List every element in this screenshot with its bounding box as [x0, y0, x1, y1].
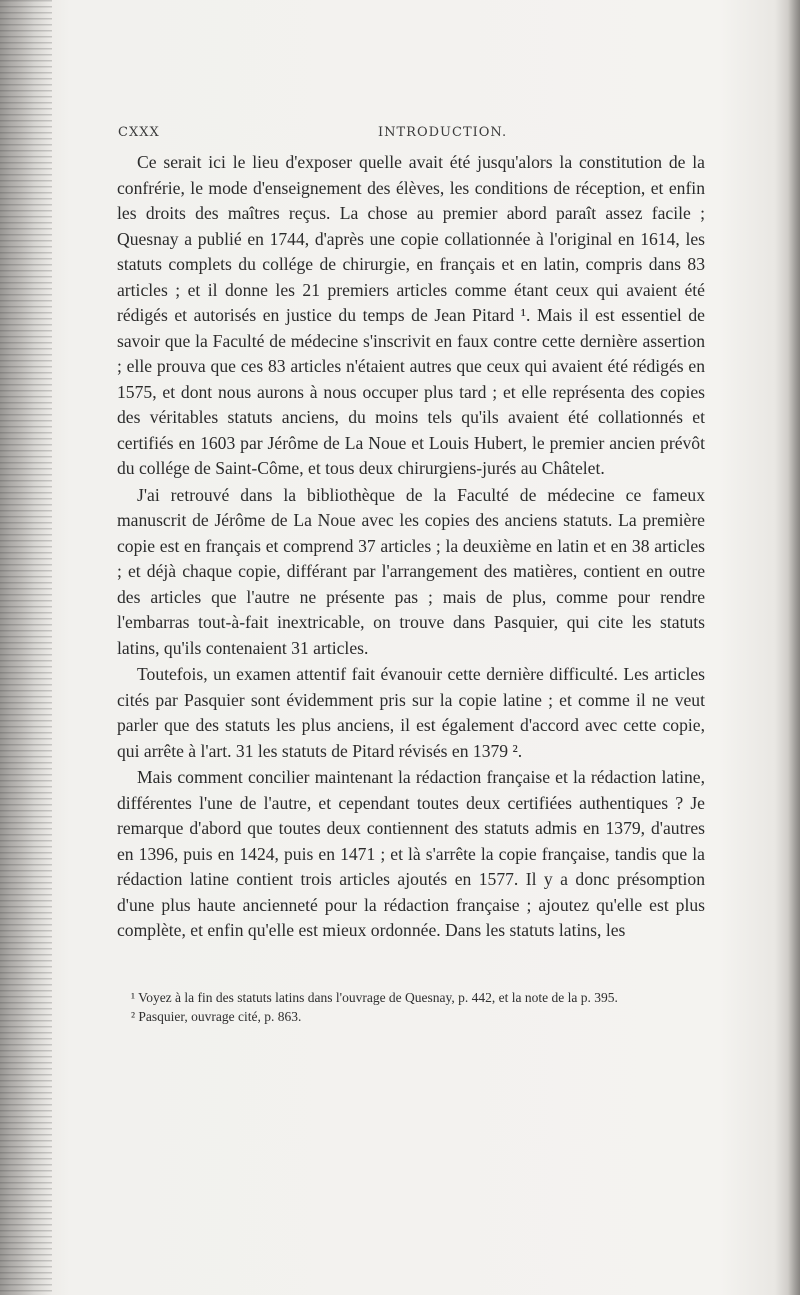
footnote: ² Pasquier, ouvrage cité, p. 863. — [131, 1009, 302, 1024]
page-number: CXXX — [118, 125, 160, 140]
running-title: INTRODUCTION. — [378, 125, 508, 140]
body-text — [117, 150, 705, 944]
page-edge-shadow — [788, 0, 800, 1295]
paragraph: Toutefois, un examen attentif fait évanouir cette dernière difficulté. Les articles cités par Pasquier sont évidemment pris sur la copie latine ; et comme il ne veut parler que des statuts les plus anciens, il est également d'accord avec cette copie, qui arrête à l'art. 31 les statuts de Pitard révisés en 1379 ². — [117, 664, 705, 761]
page-header — [118, 125, 704, 147]
footnote: ¹ Voyez à la fin des statuts latins dans l'ouvrage de Quesnay, p. 442, et la note de la p. 395. — [131, 990, 618, 1005]
paragraph: Ce serait ici le lieu d'exposer quelle avait été jusqu'alors la constitution de la confrérie, le mode d'enseignement des élèves, les conditions de réception, et enfin les droits des maîtres reçus. La chose au premier abord paraît assez facile ; Quesnay a publié en 1744, d'après une copie collationnée à l'original en 1614, les statuts complets du collége de chirurgie, en français et en latin, compris dans 83 articles ; et il donne les 21 premiers articles comme étant ceux qui avaient été rédigés et autorisés en justice du temps de Jean Pitard ¹. Mais il est essentiel de savoir que la Faculté de médecine s'inscrivit en faux contre cette dernière assertion ; elle prouva que ces 83 articles n'étaient autres que ceux qui avaient été rédigés en 1575, et dont nous aurons à nous occuper plus tard ; et elle représenta des copies des véritables statuts anciens, du moins tels qu'ils avaient été collationnés et certifiés en 1603 par Jérôme de La Noue et Louis Hubert, le premier ancien prévôt du collége de Saint-Côme, et tous deux chirurgiens-jurés au Châtelet. — [117, 152, 705, 478]
paragraph: J'ai retrouvé dans la bibliothèque de la Faculté de médecine ce fameux manuscrit de Jérôme de La Noue avec les copies des anciens statuts. La première copie est en français et comprend 37 articles ; la deuxième en latin et en 38 articles ; et déjà chaque copie, différant par l'arrangement des matières, contient en outre des articles que l'autre ne présente pas ; mais de plus, comme pour rendre l'embarras tout-à-fait inextricable, on trouve dans Pasquier, qui cite les statuts latins, qu'ils contenaient 31 articles. — [117, 484, 705, 658]
paragraph: Mais comment concilier maintenant la rédaction française et la rédaction latine, différentes l'une de l'autre, et cependant toutes deux certifiées authentiques ? Je remarque d'abord que toutes deux contiennent des statuts admis en 1379, d'autres en 1396, puis en 1424, puis en 1471 ; et là s'arrête la copie française, tandis que la rédaction latine contient trois articles ajoutés en 1577. Il y a donc présomption d'une plus haute ancienneté pour la rédaction française ; ajoutez qu'elle est plus complète, et enfin qu'elle est mieux ordonnée. Dans les statuts latins, les — [117, 767, 705, 940]
binding-gutter — [0, 0, 52, 1295]
footnotes — [117, 988, 705, 1026]
